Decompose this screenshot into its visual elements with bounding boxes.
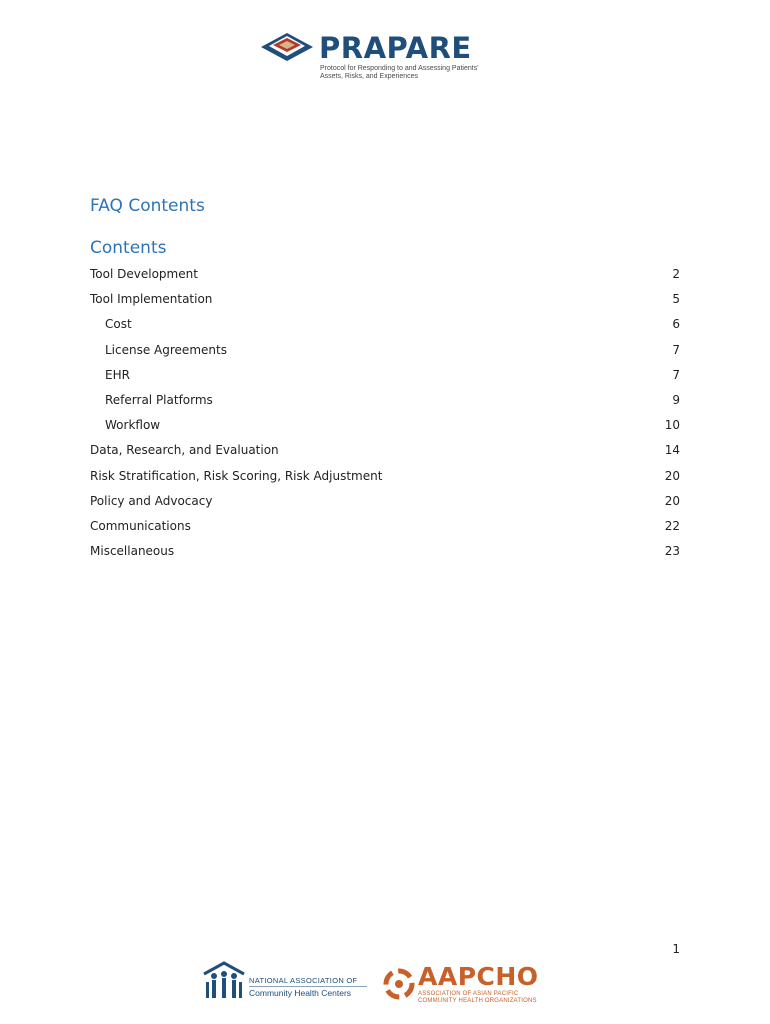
aapcho-name-line1: ASSOCIATION OF ASIAN PACIFIC — [418, 991, 519, 997]
toc-entry-page: 10 — [664, 418, 680, 433]
table-of-contents — [90, 264, 680, 566]
faq-contents-heading: FAQ Contents — [90, 196, 205, 216]
toc-entry-title[interactable]: Workflow — [105, 418, 161, 433]
toc-entry-title[interactable]: Risk Stratification, Risk Scoring, Risk Adjustment — [90, 468, 383, 483]
toc-entry[interactable] — [90, 365, 680, 390]
toc-entry-title[interactable]: Communications — [90, 518, 191, 533]
toc-entry-page: 6 — [672, 317, 680, 332]
toc-entry-title[interactable]: Miscellaneous — [90, 544, 175, 559]
prapare-wordmark: PRAPARE — [319, 31, 472, 65]
toc-entry-title[interactable]: Policy and Advocacy — [90, 493, 213, 508]
nachc-logo — [202, 960, 372, 1002]
toc-entry[interactable] — [90, 541, 680, 566]
toc-entry-page: 23 — [664, 544, 680, 559]
toc-entry-title[interactable]: Referral Platforms — [105, 392, 213, 407]
toc-entry-page: 20 — [664, 468, 680, 483]
toc-entry-title[interactable]: License Agreements — [105, 342, 227, 357]
contents-heading: Contents — [90, 238, 167, 258]
toc-entry-page: 9 — [672, 392, 680, 407]
nachc-name-line2: Community Health Centers — [249, 988, 352, 998]
nachc-divider — [249, 986, 367, 987]
toc-entry-page: 5 — [672, 292, 680, 307]
toc-entry[interactable] — [90, 314, 680, 339]
prapare-tagline: Protocol for Responding to and Assessing Patients' Assets, Risks, and Experiences — [320, 65, 479, 80]
toc-entry[interactable] — [90, 390, 680, 415]
toc-entry-title[interactable]: Data, Research, and Evaluation — [90, 443, 279, 458]
page-number: 1 — [672, 942, 680, 956]
aapcho-emblem-icon — [383, 964, 415, 1004]
prapare-logo — [259, 32, 489, 84]
toc-entry-page: 20 — [664, 493, 680, 508]
prapare-diamond-icon — [259, 32, 315, 66]
toc-entry-page: 14 — [664, 443, 680, 458]
toc-entry-title[interactable]: EHR — [105, 367, 130, 382]
aapcho-wordmark: AAPCHO — [418, 962, 539, 991]
toc-entry[interactable] — [90, 415, 680, 440]
toc-entry-page: 22 — [664, 518, 680, 533]
aapcho-logo — [383, 962, 553, 1006]
toc-entry-page: 7 — [672, 367, 680, 382]
toc-entry[interactable] — [90, 289, 680, 314]
nachc-building-icon — [202, 960, 246, 1000]
toc-entry[interactable] — [90, 264, 680, 289]
toc-entry-title[interactable]: Tool Development — [90, 267, 198, 281]
toc-entry[interactable] — [90, 516, 680, 541]
toc-entry-title[interactable]: Cost — [105, 317, 132, 332]
aapcho-name-line2: COMMUNITY HEALTH ORGANIZATIONS — [418, 998, 537, 1004]
toc-entry[interactable] — [90, 340, 680, 365]
toc-entry-title[interactable]: Tool Implementation — [90, 292, 213, 307]
nachc-name-line1: NATIONAL ASSOCIATION OF — [249, 976, 358, 985]
toc-entry[interactable] — [90, 440, 680, 465]
toc-entry[interactable] — [90, 491, 680, 516]
toc-entry[interactable] — [90, 466, 680, 491]
toc-entry-page: 7 — [672, 342, 680, 357]
toc-entry-page: 2 — [672, 267, 680, 281]
